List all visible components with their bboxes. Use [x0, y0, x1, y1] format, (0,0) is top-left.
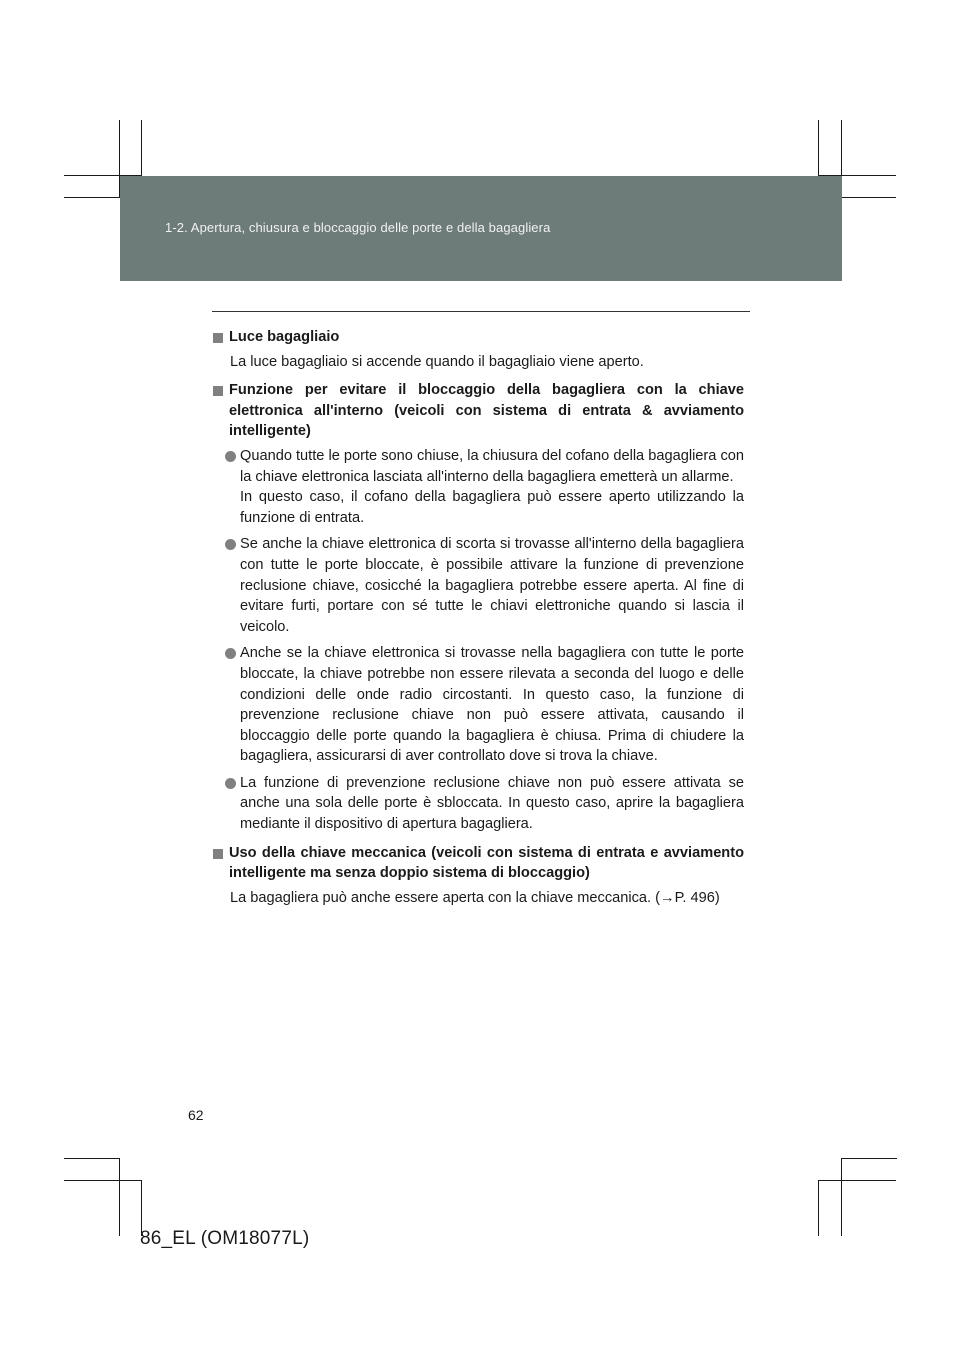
section-funzione-bloccaggio — [212, 380, 744, 834]
header-band — [120, 176, 842, 281]
crop-mark — [818, 1180, 819, 1236]
crop-mark — [64, 1180, 142, 1181]
square-bullet-icon — [213, 333, 223, 343]
section-heading — [212, 843, 744, 884]
circle-bullet-icon — [225, 648, 236, 659]
divider — [212, 311, 750, 312]
crop-mark — [841, 1158, 897, 1159]
circle-bullet-icon — [225, 451, 236, 462]
section-text: La bagagliera può anche essere aperta con la chiave meccanica. (→P. 496) — [230, 889, 720, 906]
list-item — [212, 534, 744, 637]
crop-mark — [841, 1158, 842, 1236]
square-bullet-icon — [213, 386, 223, 396]
list-item-text: In questo caso, il cofano della bagagliera può essere aperto utilizzando la funzione di entrata. — [240, 489, 744, 526]
document-code: 86_EL (OM18077L) — [140, 1228, 310, 1249]
section-title: 1-2. Apertura, chiusura e bloccaggio delle porte e della bagagliera — [165, 220, 551, 235]
page-content — [212, 327, 744, 908]
section-heading-text: Funzione per evitare il bloccaggio della bagagliera con la chiave elettronica all'interno (veicoli con sistema di entrata & avviamento intelligente) — [229, 382, 744, 440]
section-heading — [212, 327, 744, 348]
crop-mark — [119, 1158, 120, 1236]
list-item-text: Quando tutte le porte sono chiuse, la chiusura del cofano della bagagliera con la chiave elettronica lasciata all'interno della bagagliera emetterà un allarme. — [240, 447, 744, 485]
square-bullet-icon — [213, 849, 223, 859]
page-number: 62 — [188, 1107, 204, 1123]
crop-mark — [64, 1158, 120, 1159]
circle-bullet-icon — [225, 539, 236, 550]
list-item-text: La funzione di prevenzione reclusione chiave non può essere attivata se anche una sola delle porte è sbloccata. In questo caso, aprire la bagagliera mediante il dispositivo di apertura bagagliera. — [240, 774, 744, 833]
section-heading-text: Luce bagagliaio — [229, 329, 340, 345]
section-heading — [212, 380, 744, 442]
section-text: La luce bagagliaio si accende quando il bagagliaio viene aperto. — [230, 353, 644, 370]
crop-mark — [818, 1180, 896, 1181]
circle-bullet-icon — [225, 778, 236, 789]
section-chiave-meccanica — [212, 843, 744, 909]
list-item-text: Anche se la chiave elettronica si trovasse nella bagagliera con tutte le porte bloccate, la chiave potrebbe non essere rilevata a seconda del luogo e delle condizioni delle onde radio circostanti. In questo caso, la funzione di prevenzione reclusione chiave non può essere attivata, causando il bloccaggio delle porte quando la bagagliera è chiusa. Prima di chiudere la bagagliera, assicurarsi di aver controllato dove si trova la chiave. — [240, 645, 744, 765]
list-item-text: Se anche la chiave elettronica di scorta si trovasse all'interno della bagagliera con tutte le porte bloccate, è possibile attivare la funzione di prevenzione reclusione chiave, cosicché la bagagliera potrebbe essere aperta. Al fine di evitare furti, portare con sé tutte le chiavi elettroniche quando si lascia il veicolo. — [240, 536, 744, 635]
section-luce-bagagliaio — [212, 327, 744, 372]
list-item — [212, 643, 744, 767]
section-heading-text: Uso della chiave meccanica (veicoli con sistema di entrata e avviamento intelligente ma senza doppio sistema di bloccaggio) — [229, 844, 744, 882]
list-item — [212, 773, 744, 835]
list-item — [212, 446, 744, 528]
